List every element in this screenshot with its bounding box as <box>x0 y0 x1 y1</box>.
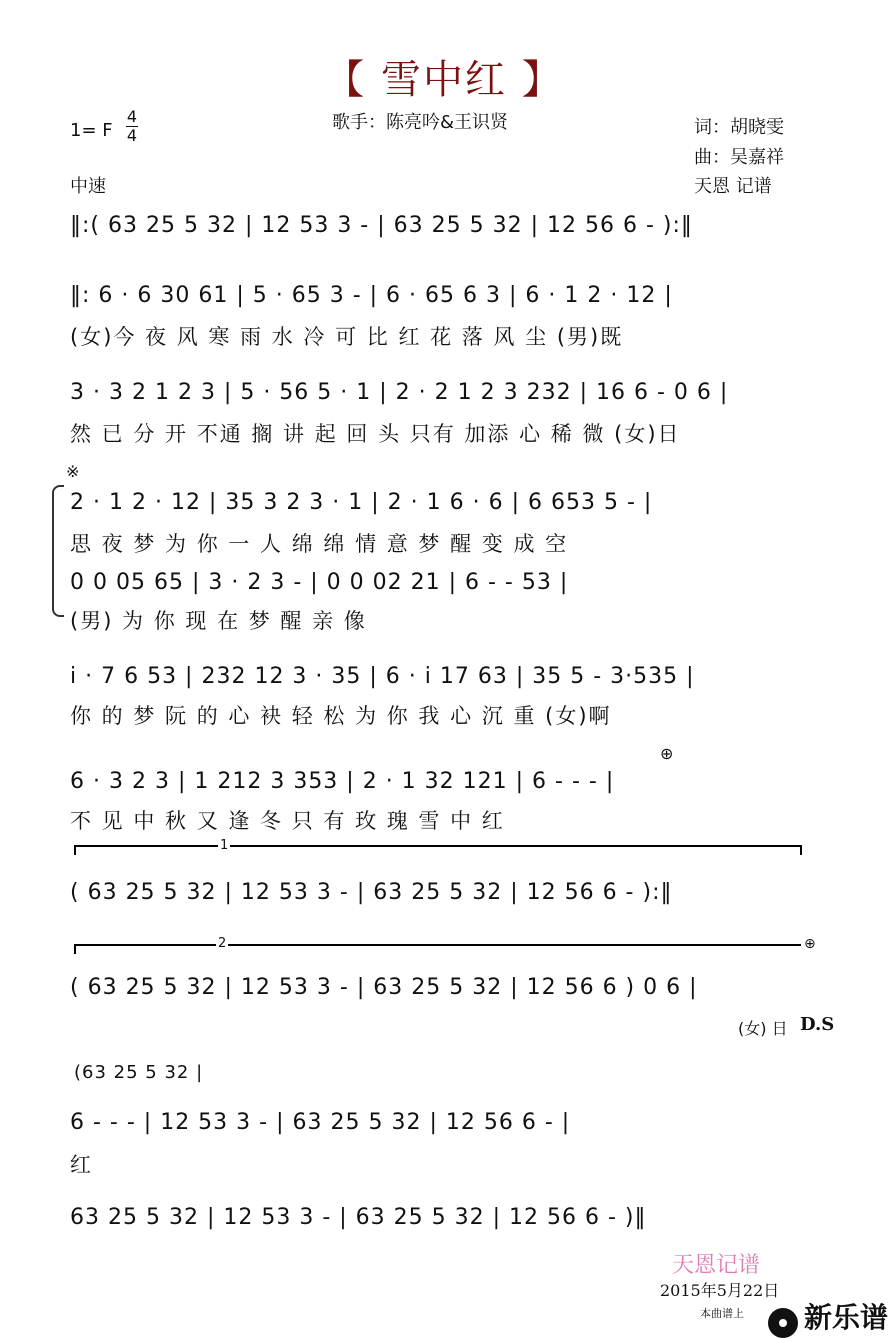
transcriber-stamp: 天恩记谱 <box>672 1253 761 1278</box>
transcriber: 天恩 记谱 <box>694 176 772 197</box>
volta-2-line <box>74 944 801 946</box>
upload-note: 本曲谱上 <box>700 1307 744 1320</box>
tempo: 中速 <box>70 176 106 197</box>
composer: 曲：吴嘉祥 <box>694 147 784 168</box>
score-line-6: i · 7 6 53 | 232 12 3 · 35 | 6 · i 17 63 | 35 5 - 3·535 | <box>70 664 695 689</box>
site-logo[interactable] <box>768 1296 888 1338</box>
score-line-7: 6 · 3 2 3 | 1 212 3 353 | 2 · 1 32 121 | 6 - - - | <box>70 769 615 794</box>
site-logo-text: 新乐谱 <box>804 1301 888 1334</box>
ds-mark: D.S <box>800 1014 835 1035</box>
volta-1-line <box>74 845 801 847</box>
lyricist: 词：胡晓雯 <box>694 117 784 138</box>
singer: 歌手：陈亮吟&王识贤 <box>332 112 509 133</box>
score-line-9: ( 63 25 5 32 | 12 53 3 - | 63 25 5 32 | 12 56 6 ) 0 6 | <box>70 975 698 1000</box>
ds-lyric: (女) 日 <box>738 1019 788 1038</box>
date: 2015年5月22日 <box>660 1281 780 1300</box>
volta-2-label: 2 <box>218 936 227 951</box>
song-title: 【 雪中红 】 <box>324 57 564 103</box>
volta-1-label: 1 <box>220 838 229 853</box>
lyric-line-2: (女)今 夜 风 寒 雨 水 冷 可 比 红 花 落 风 尘 (男)既 <box>70 325 624 349</box>
system-brace <box>52 485 64 617</box>
score-line-10: (63 25 5 32 | <box>74 1062 204 1083</box>
score-line-8: ( 63 25 5 32 | 12 53 3 - | 63 25 5 32 | 12 56 6 - ):‖ <box>70 880 673 905</box>
coda-sign-1: ⊕ <box>660 744 674 763</box>
volta-1-left-tick <box>74 845 76 855</box>
time-signature <box>126 108 138 145</box>
score-line-2: ‖: 6 · 6 30 61 | 5 · 65 3 - | 6 · 65 6 3 | 6 · 1 2 · 12 | <box>70 283 673 308</box>
key-signature: 1= F <box>70 120 113 141</box>
score-line-4: 2 · 1 2 · 12 | 35 3 2 3 · 1 | 2 · 1 6 · 6 | 6 653 5 - | <box>70 490 653 515</box>
lyric-line-3: 然 已 分 开 不通 搁 讲 起 回 头 只有 加添 心 稀 微 (女)日 <box>70 422 681 446</box>
score-line-12: 63 25 5 32 | 12 53 3 - | 63 25 5 32 | 12 56 6 - )‖ <box>70 1205 647 1230</box>
lyric-line-5: (男) 为 你 现 在 梦 醒 亲 像 <box>70 609 367 633</box>
coda-sign-2: ⊕ <box>804 936 816 952</box>
score-line-3: 3 · 3 2 1 2 3 | 5 · 56 5 · 1 | 2 · 2 1 2 3 232 | 16 6 - 0 6 | <box>70 380 729 405</box>
record-disc-icon <box>768 1308 798 1338</box>
score-line-5: 0 0 05 65 | 3 · 2 3 - | 0 0 02 21 | 6 - - 53 | <box>70 570 569 595</box>
volta-2-left-tick <box>74 944 76 954</box>
lyric-line-6: 你 的 梦 阮 的 心 袂 轻 松 为 你 我 心 沉 重 (女)啊 <box>70 704 612 728</box>
time-top: 4 <box>126 107 138 126</box>
lyric-line-4: 思 夜 梦 为 你 一 人 绵 绵 情 意 梦 醒 变 成 空 <box>70 532 569 556</box>
score-line-1: ‖:( 63 25 5 32 | 12 53 3 - | 63 25 5 32 | 12 56 6 - ):‖ <box>70 213 693 238</box>
time-bottom: 4 <box>126 126 138 145</box>
score-line-11: 6 - - - | 12 53 3 - | 63 25 5 32 | 12 56 6 - | <box>70 1110 571 1135</box>
segno-sign: ※ <box>66 462 80 481</box>
lyric-line-11: 红 <box>70 1153 93 1177</box>
volta-1-right-tick <box>800 845 802 855</box>
lyric-line-7: 不 见 中 秋 又 逢 冬 只 有 玫 瑰 雪 中 红 <box>70 809 505 833</box>
